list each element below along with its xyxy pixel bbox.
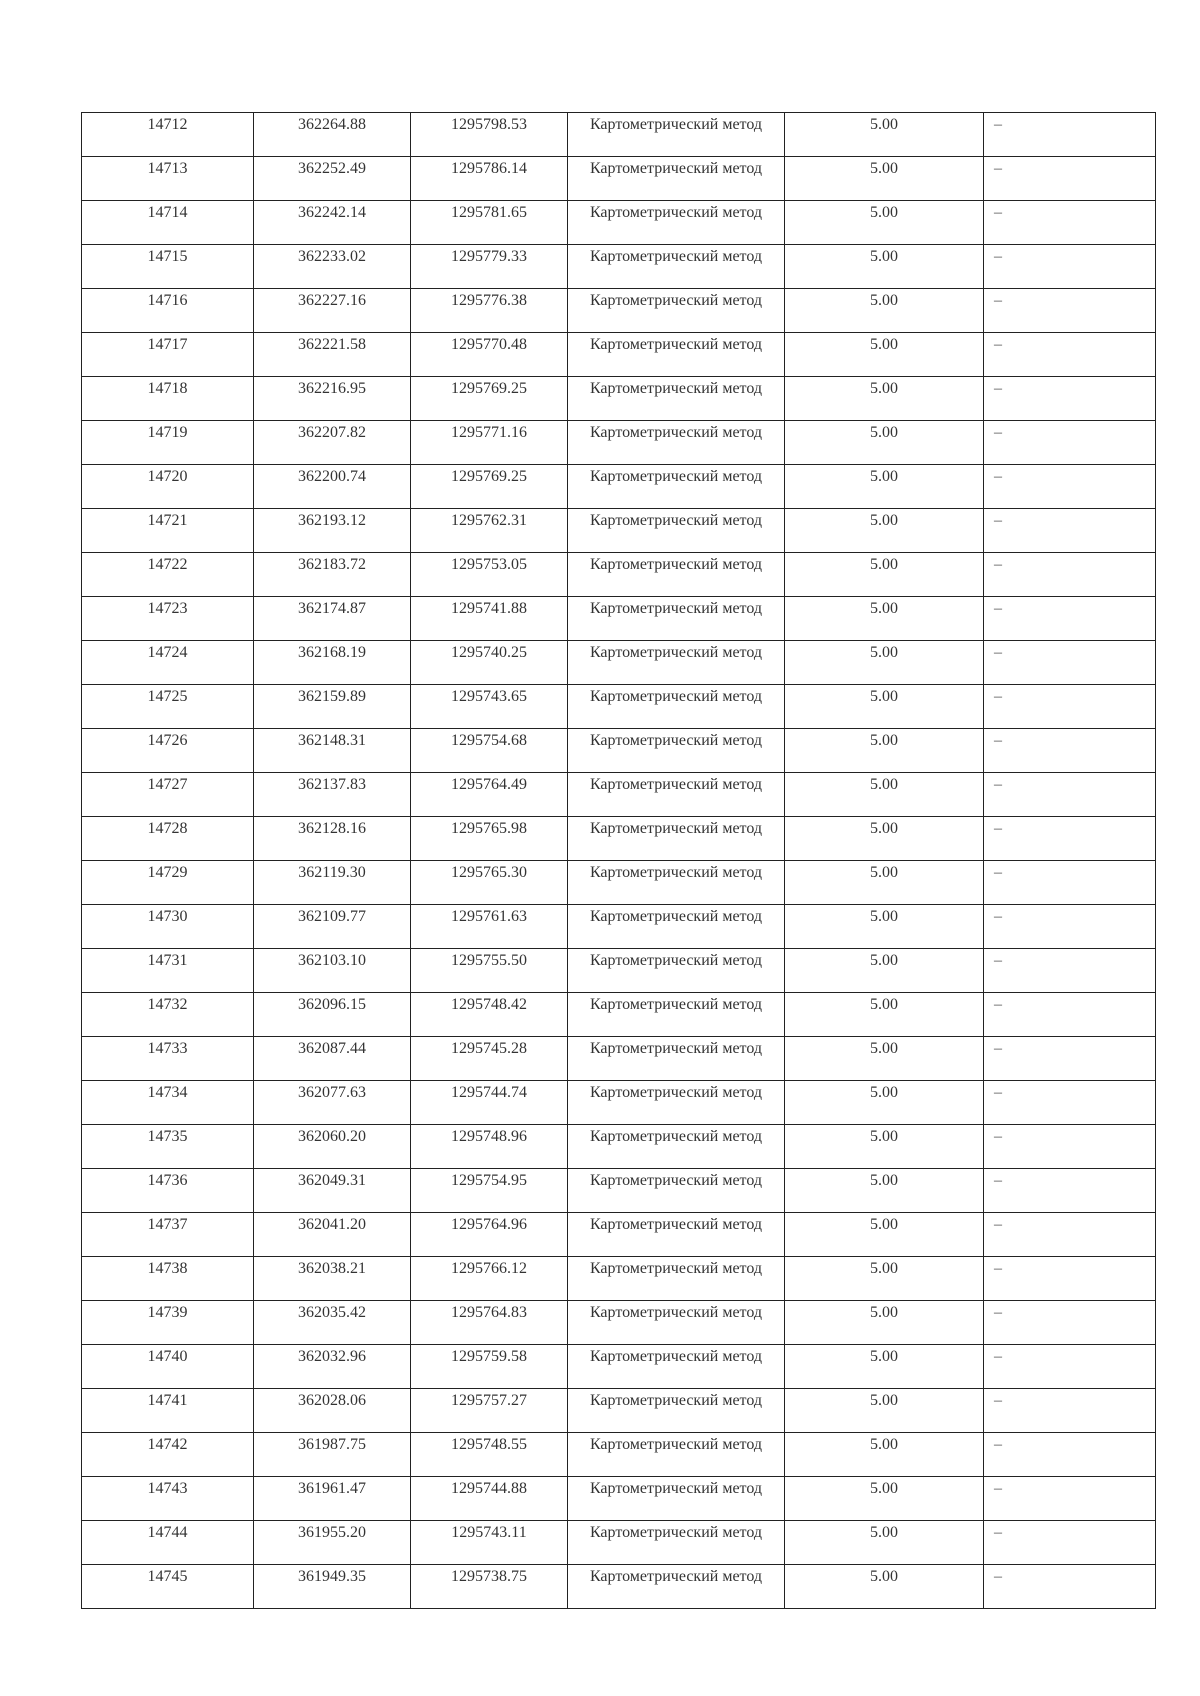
accuracy-cell: 5.00 — [785, 509, 984, 553]
note-cell: – — [984, 1037, 1156, 1081]
point-number-cell: 14732 — [82, 993, 254, 1037]
y-coordinate-cell: 1295745.28 — [411, 1037, 568, 1081]
note-cell: – — [984, 861, 1156, 905]
method-cell: Картометрический метод — [568, 905, 785, 949]
coordinates-table — [81, 112, 1156, 1609]
accuracy-cell: 5.00 — [785, 157, 984, 201]
x-coordinate-cell: 362049.31 — [254, 1169, 411, 1213]
method-cell: Картометрический метод — [568, 1037, 785, 1081]
method-cell: Картометрический метод — [568, 1125, 785, 1169]
y-coordinate-cell: 1295748.55 — [411, 1433, 568, 1477]
x-coordinate-cell: 361987.75 — [254, 1433, 411, 1477]
accuracy-cell: 5.00 — [785, 201, 984, 245]
note-cell: – — [984, 1081, 1156, 1125]
table-row — [82, 421, 1156, 465]
point-number-cell: 14727 — [82, 773, 254, 817]
x-coordinate-cell: 362200.74 — [254, 465, 411, 509]
note-cell: – — [984, 465, 1156, 509]
table-row — [82, 1477, 1156, 1521]
y-coordinate-cell: 1295748.42 — [411, 993, 568, 1037]
accuracy-cell: 5.00 — [785, 1257, 984, 1301]
y-coordinate-cell: 1295743.11 — [411, 1521, 568, 1565]
note-cell: – — [984, 1169, 1156, 1213]
accuracy-cell: 5.00 — [785, 1169, 984, 1213]
accuracy-cell: 5.00 — [785, 1125, 984, 1169]
table-row — [82, 1125, 1156, 1169]
point-number-cell: 14745 — [82, 1565, 254, 1609]
note-cell: – — [984, 1389, 1156, 1433]
method-cell: Картометрический метод — [568, 729, 785, 773]
point-number-cell: 14725 — [82, 685, 254, 729]
table-row — [82, 333, 1156, 377]
method-cell: Картометрический метод — [568, 1213, 785, 1257]
note-cell: – — [984, 201, 1156, 245]
method-cell: Картометрический метод — [568, 597, 785, 641]
method-cell: Картометрический метод — [568, 245, 785, 289]
accuracy-cell: 5.00 — [785, 597, 984, 641]
point-number-cell: 14717 — [82, 333, 254, 377]
table-row — [82, 817, 1156, 861]
note-cell: – — [984, 905, 1156, 949]
method-cell: Картометрический метод — [568, 289, 785, 333]
table-row — [82, 641, 1156, 685]
accuracy-cell: 5.00 — [785, 1213, 984, 1257]
point-number-cell: 14713 — [82, 157, 254, 201]
accuracy-cell: 5.00 — [785, 377, 984, 421]
accuracy-cell: 5.00 — [785, 685, 984, 729]
y-coordinate-cell: 1295764.96 — [411, 1213, 568, 1257]
x-coordinate-cell: 362252.49 — [254, 157, 411, 201]
method-cell: Картометрический метод — [568, 377, 785, 421]
accuracy-cell: 5.00 — [785, 1521, 984, 1565]
point-number-cell: 14730 — [82, 905, 254, 949]
point-number-cell: 14731 — [82, 949, 254, 993]
point-number-cell: 14722 — [82, 553, 254, 597]
y-coordinate-cell: 1295798.53 — [411, 113, 568, 157]
x-coordinate-cell: 362216.95 — [254, 377, 411, 421]
x-coordinate-cell: 362060.20 — [254, 1125, 411, 1169]
method-cell: Картометрический метод — [568, 113, 785, 157]
y-coordinate-cell: 1295766.12 — [411, 1257, 568, 1301]
method-cell: Картометрический метод — [568, 1345, 785, 1389]
point-number-cell: 14743 — [82, 1477, 254, 1521]
x-coordinate-cell: 362242.14 — [254, 201, 411, 245]
table-row — [82, 949, 1156, 993]
table-row — [82, 861, 1156, 905]
accuracy-cell: 5.00 — [785, 1081, 984, 1125]
method-cell: Картометрический метод — [568, 1301, 785, 1345]
point-number-cell: 14728 — [82, 817, 254, 861]
y-coordinate-cell: 1295764.83 — [411, 1301, 568, 1345]
accuracy-cell: 5.00 — [785, 113, 984, 157]
x-coordinate-cell: 362193.12 — [254, 509, 411, 553]
table-row — [82, 1433, 1156, 1477]
accuracy-cell: 5.00 — [785, 289, 984, 333]
method-cell: Картометрический метод — [568, 509, 785, 553]
accuracy-cell: 5.00 — [785, 1301, 984, 1345]
note-cell: – — [984, 949, 1156, 993]
y-coordinate-cell: 1295769.25 — [411, 377, 568, 421]
x-coordinate-cell: 362087.44 — [254, 1037, 411, 1081]
x-coordinate-cell: 362168.19 — [254, 641, 411, 685]
point-number-cell: 14739 — [82, 1301, 254, 1345]
note-cell: – — [984, 817, 1156, 861]
table-row — [82, 465, 1156, 509]
accuracy-cell: 5.00 — [785, 949, 984, 993]
x-coordinate-cell: 362221.58 — [254, 333, 411, 377]
point-number-cell: 14721 — [82, 509, 254, 553]
point-number-cell: 14744 — [82, 1521, 254, 1565]
point-number-cell: 14714 — [82, 201, 254, 245]
method-cell: Картометрический метод — [568, 157, 785, 201]
table-row — [82, 685, 1156, 729]
x-coordinate-cell: 362032.96 — [254, 1345, 411, 1389]
x-coordinate-cell: 362119.30 — [254, 861, 411, 905]
accuracy-cell: 5.00 — [785, 1037, 984, 1081]
note-cell: – — [984, 1521, 1156, 1565]
method-cell: Картометрический метод — [568, 1565, 785, 1609]
y-coordinate-cell: 1295757.27 — [411, 1389, 568, 1433]
table-row — [82, 905, 1156, 949]
y-coordinate-cell: 1295743.65 — [411, 685, 568, 729]
y-coordinate-cell: 1295744.74 — [411, 1081, 568, 1125]
table-row — [82, 1081, 1156, 1125]
note-cell: – — [984, 1301, 1156, 1345]
method-cell: Картометрический метод — [568, 1389, 785, 1433]
note-cell: – — [984, 1125, 1156, 1169]
x-coordinate-cell: 362227.16 — [254, 289, 411, 333]
x-coordinate-cell: 361955.20 — [254, 1521, 411, 1565]
accuracy-cell: 5.00 — [785, 245, 984, 289]
accuracy-cell: 5.00 — [785, 993, 984, 1037]
table-row — [82, 1169, 1156, 1213]
point-number-cell: 14729 — [82, 861, 254, 905]
note-cell: – — [984, 1565, 1156, 1609]
point-number-cell: 14741 — [82, 1389, 254, 1433]
accuracy-cell: 5.00 — [785, 333, 984, 377]
table-row — [82, 729, 1156, 773]
table-row — [82, 289, 1156, 333]
table-row — [82, 1301, 1156, 1345]
point-number-cell: 14715 — [82, 245, 254, 289]
y-coordinate-cell: 1295738.75 — [411, 1565, 568, 1609]
method-cell: Картометрический метод — [568, 333, 785, 377]
method-cell: Картометрический метод — [568, 949, 785, 993]
point-number-cell: 14720 — [82, 465, 254, 509]
y-coordinate-cell: 1295740.25 — [411, 641, 568, 685]
accuracy-cell: 5.00 — [785, 729, 984, 773]
method-cell: Картометрический метод — [568, 201, 785, 245]
table-row — [82, 245, 1156, 289]
note-cell: – — [984, 773, 1156, 817]
x-coordinate-cell: 362233.02 — [254, 245, 411, 289]
table-row — [82, 1037, 1156, 1081]
method-cell: Картометрический метод — [568, 1169, 785, 1213]
table-row — [82, 1345, 1156, 1389]
x-coordinate-cell: 362264.88 — [254, 113, 411, 157]
y-coordinate-cell: 1295753.05 — [411, 553, 568, 597]
accuracy-cell: 5.00 — [785, 641, 984, 685]
note-cell: – — [984, 157, 1156, 201]
method-cell: Картометрический метод — [568, 553, 785, 597]
accuracy-cell: 5.00 — [785, 1345, 984, 1389]
table-row — [82, 201, 1156, 245]
method-cell: Картометрический метод — [568, 465, 785, 509]
point-number-cell: 14738 — [82, 1257, 254, 1301]
point-number-cell: 14740 — [82, 1345, 254, 1389]
accuracy-cell: 5.00 — [785, 905, 984, 949]
x-coordinate-cell: 362077.63 — [254, 1081, 411, 1125]
point-number-cell: 14712 — [82, 113, 254, 157]
method-cell: Картометрический метод — [568, 1433, 785, 1477]
point-number-cell: 14723 — [82, 597, 254, 641]
point-number-cell: 14736 — [82, 1169, 254, 1213]
accuracy-cell: 5.00 — [785, 465, 984, 509]
table-row — [82, 1213, 1156, 1257]
x-coordinate-cell: 362207.82 — [254, 421, 411, 465]
x-coordinate-cell: 362035.42 — [254, 1301, 411, 1345]
method-cell: Картометрический метод — [568, 1477, 785, 1521]
y-coordinate-cell: 1295771.16 — [411, 421, 568, 465]
y-coordinate-cell: 1295776.38 — [411, 289, 568, 333]
method-cell: Картометрический метод — [568, 641, 785, 685]
method-cell: Картометрический метод — [568, 773, 785, 817]
y-coordinate-cell: 1295741.88 — [411, 597, 568, 641]
y-coordinate-cell: 1295769.25 — [411, 465, 568, 509]
x-coordinate-cell: 362183.72 — [254, 553, 411, 597]
accuracy-cell: 5.00 — [785, 421, 984, 465]
accuracy-cell: 5.00 — [785, 1565, 984, 1609]
accuracy-cell: 5.00 — [785, 817, 984, 861]
note-cell: – — [984, 421, 1156, 465]
method-cell: Картометрический метод — [568, 685, 785, 729]
point-number-cell: 14733 — [82, 1037, 254, 1081]
accuracy-cell: 5.00 — [785, 553, 984, 597]
x-coordinate-cell: 362038.21 — [254, 1257, 411, 1301]
x-coordinate-cell: 361949.35 — [254, 1565, 411, 1609]
accuracy-cell: 5.00 — [785, 1477, 984, 1521]
note-cell: – — [984, 245, 1156, 289]
y-coordinate-cell: 1295754.68 — [411, 729, 568, 773]
note-cell: – — [984, 685, 1156, 729]
note-cell: – — [984, 377, 1156, 421]
table-row — [82, 377, 1156, 421]
x-coordinate-cell: 362137.83 — [254, 773, 411, 817]
y-coordinate-cell: 1295762.31 — [411, 509, 568, 553]
x-coordinate-cell: 362159.89 — [254, 685, 411, 729]
table-row — [82, 1565, 1156, 1609]
table-row — [82, 113, 1156, 157]
point-number-cell: 14726 — [82, 729, 254, 773]
note-cell: – — [984, 509, 1156, 553]
y-coordinate-cell: 1295764.49 — [411, 773, 568, 817]
x-coordinate-cell: 362103.10 — [254, 949, 411, 993]
y-coordinate-cell: 1295765.30 — [411, 861, 568, 905]
method-cell: Картометрический метод — [568, 1521, 785, 1565]
method-cell: Картометрический метод — [568, 1257, 785, 1301]
coordinates-table-body — [82, 113, 1156, 1609]
point-number-cell: 14735 — [82, 1125, 254, 1169]
y-coordinate-cell: 1295744.88 — [411, 1477, 568, 1521]
accuracy-cell: 5.00 — [785, 773, 984, 817]
method-cell: Картометрический метод — [568, 817, 785, 861]
y-coordinate-cell: 1295770.48 — [411, 333, 568, 377]
x-coordinate-cell: 362109.77 — [254, 905, 411, 949]
table-row — [82, 993, 1156, 1037]
y-coordinate-cell: 1295786.14 — [411, 157, 568, 201]
x-coordinate-cell: 362148.31 — [254, 729, 411, 773]
note-cell: – — [984, 113, 1156, 157]
table-row — [82, 1389, 1156, 1433]
note-cell: – — [984, 289, 1156, 333]
y-coordinate-cell: 1295781.65 — [411, 201, 568, 245]
accuracy-cell: 5.00 — [785, 1433, 984, 1477]
y-coordinate-cell: 1295759.58 — [411, 1345, 568, 1389]
note-cell: – — [984, 553, 1156, 597]
table-row — [82, 1257, 1156, 1301]
point-number-cell: 14724 — [82, 641, 254, 685]
note-cell: – — [984, 333, 1156, 377]
table-row — [82, 773, 1156, 817]
table-row — [82, 509, 1156, 553]
x-coordinate-cell: 362174.87 — [254, 597, 411, 641]
x-coordinate-cell: 361961.47 — [254, 1477, 411, 1521]
table-row — [82, 597, 1156, 641]
note-cell: – — [984, 597, 1156, 641]
point-number-cell: 14742 — [82, 1433, 254, 1477]
note-cell: – — [984, 1433, 1156, 1477]
note-cell: – — [984, 1213, 1156, 1257]
note-cell: – — [984, 1345, 1156, 1389]
point-number-cell: 14718 — [82, 377, 254, 421]
y-coordinate-cell: 1295755.50 — [411, 949, 568, 993]
note-cell: – — [984, 729, 1156, 773]
table-row — [82, 1521, 1156, 1565]
point-number-cell: 14716 — [82, 289, 254, 333]
point-number-cell: 14737 — [82, 1213, 254, 1257]
y-coordinate-cell: 1295754.95 — [411, 1169, 568, 1213]
x-coordinate-cell: 362041.20 — [254, 1213, 411, 1257]
method-cell: Картометрический метод — [568, 993, 785, 1037]
accuracy-cell: 5.00 — [785, 1389, 984, 1433]
accuracy-cell: 5.00 — [785, 861, 984, 905]
point-number-cell: 14719 — [82, 421, 254, 465]
note-cell: – — [984, 993, 1156, 1037]
table-row — [82, 553, 1156, 597]
table-row — [82, 157, 1156, 201]
note-cell: – — [984, 1257, 1156, 1301]
point-number-cell: 14734 — [82, 1081, 254, 1125]
y-coordinate-cell: 1295761.63 — [411, 905, 568, 949]
note-cell: – — [984, 1477, 1156, 1521]
method-cell: Картометрический метод — [568, 421, 785, 465]
y-coordinate-cell: 1295779.33 — [411, 245, 568, 289]
y-coordinate-cell: 1295748.96 — [411, 1125, 568, 1169]
x-coordinate-cell: 362028.06 — [254, 1389, 411, 1433]
note-cell: – — [984, 641, 1156, 685]
method-cell: Картометрический метод — [568, 1081, 785, 1125]
method-cell: Картометрический метод — [568, 861, 785, 905]
y-coordinate-cell: 1295765.98 — [411, 817, 568, 861]
x-coordinate-cell: 362128.16 — [254, 817, 411, 861]
x-coordinate-cell: 362096.15 — [254, 993, 411, 1037]
